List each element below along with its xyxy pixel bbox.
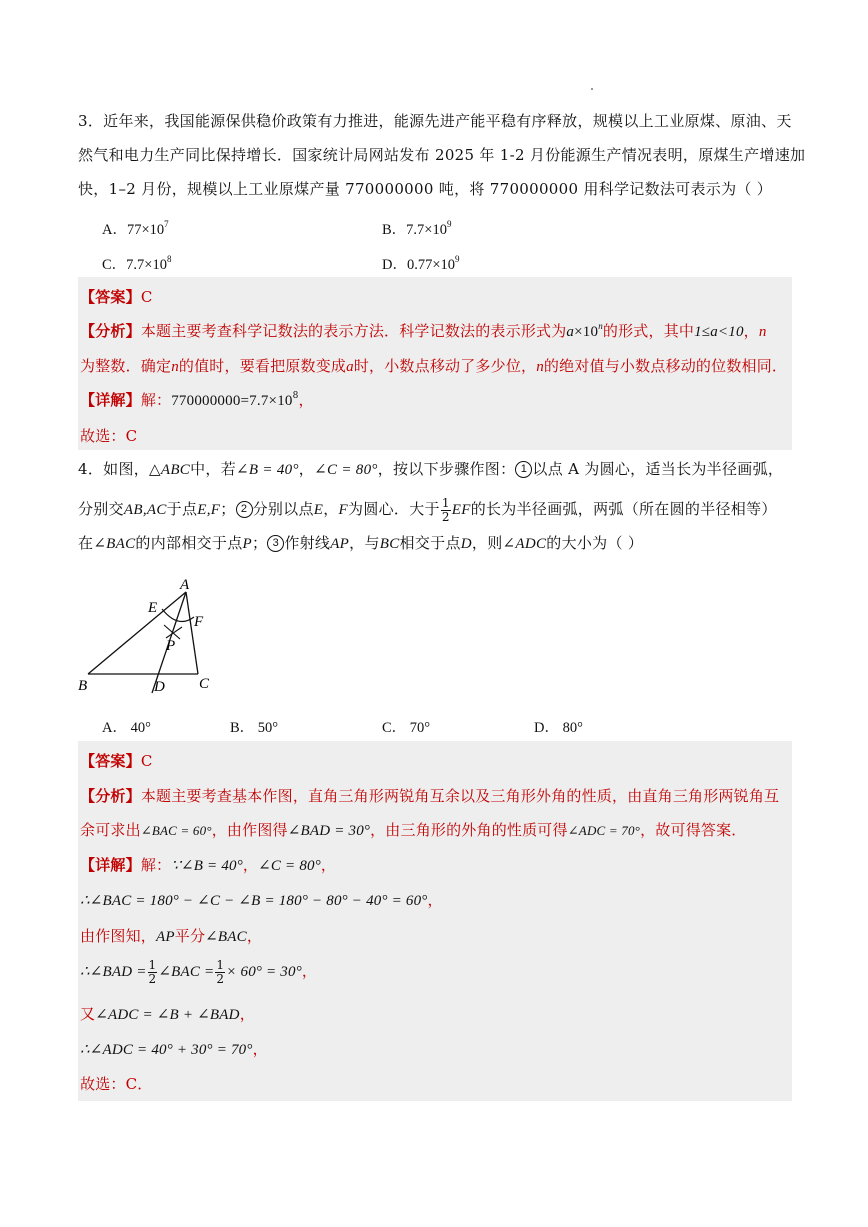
q3-line-3: 快，1–2 月份，规模以上工业原煤产量 770000000 吨，将 770000000 用科学记数法可表示为（ ）: [78, 180, 773, 198]
step-2-marker: 2: [236, 501, 253, 518]
q4-line-1: 4．如图，△ABC中，若∠B = 40°，∠C = 80°，按以下步骤作图： 1 以点 A 为圆心，适当长为半径画弧，: [78, 460, 784, 478]
q4-detail-line-4: ∴∠BAD = $\frac{1}{2}$ ∠BAC = $\frac{1}{2}$ × 60° = 30°，: [80, 957, 318, 986]
step-3-marker: 3: [267, 535, 284, 552]
q3-analysis-line-1: 【分析】本题主要考查科学记数法的表示方法．科学记数法的表示形式为$a\times 10^n$的形式，其中1≤a<10，n: [80, 321, 767, 340]
side-ab: [88, 592, 186, 674]
label-b: B: [78, 678, 88, 694]
q3-option-b: B．$7.7\times 10^9$: [382, 219, 452, 238]
triangle-construction-figure: [74, 575, 224, 697]
q4-analysis-line-2: 余可求出∠BAC = 60°，由作图得∠BAD = 30°，由三角形的外角的性质可得∠ADC = 70°，故可得答案．: [80, 821, 747, 839]
q4-answer-box: [78, 741, 792, 1101]
q3-answer-line: [80, 286, 153, 307]
label-c: C: [199, 676, 210, 692]
label-f: F: [194, 614, 204, 630]
q4-option-a: A． 40°: [102, 720, 151, 736]
q4-analysis-line-1: 【分析】本题主要考查基本作图，直角三角形两锐角互余以及三角形外角的性质，由直角三角形两锐角互: [80, 787, 780, 805]
question-3: [78, 104, 806, 206]
q4-detail-line-3: 由作图知，AP平分∠BAC，: [80, 927, 263, 945]
q3-choice-line: 故选：C: [80, 427, 138, 445]
q3-answer-box: [78, 277, 792, 450]
q4-detail-line-2: ∴∠BAC = 180° − ∠C − ∠B = 180° − 80° − 40° = 60°，: [80, 891, 443, 909]
q4-option-b: B． 50°: [230, 720, 279, 736]
q4-option-c: C． 70°: [382, 720, 431, 736]
q3-analysis-line-2: 为整数．确定n的值时，要看把原数变成a时，小数点移动了多少位，n的绝对值与小数点移动的位数相同．: [80, 357, 788, 375]
q4-line-3: 在∠BAC的内部相交于点P； 3 作射线AP，与BC相交于点D，则∠ADC的大小为（ ）: [78, 534, 644, 552]
q4-choice-line: 故选：C．: [80, 1075, 153, 1093]
q4-answer-line: 【答案】C: [80, 752, 153, 770]
q4-option-d: D． 80°: [534, 720, 583, 736]
label-d: D: [154, 679, 165, 695]
q3-option-d: D．$0.77\times 10^9$: [382, 254, 460, 273]
side-ac: [186, 592, 198, 674]
answer-tag: 【答案】: [80, 288, 141, 306]
q3-detail-line: 【详解】解：$770000000=7.7\times 10^8$，: [80, 391, 314, 409]
q3-option-a: A．$77\times 10^7$: [102, 219, 169, 238]
arc-p-1: [164, 625, 180, 639]
answer-value: C: [140, 288, 153, 306]
label-a: A: [180, 577, 190, 593]
q3-option-c: C．$7.7\times 10^8$: [102, 254, 172, 273]
q4-detail-line-1: 【详解】解：∵∠B = 40°，∠C = 80°，: [80, 856, 337, 874]
label-p: P: [166, 638, 176, 654]
q4-detail-line-5: 又∠ADC = ∠B + ∠BAD，: [80, 1005, 255, 1023]
q4-line-2: 分别交AB,AC于点E,F； 2 分别以点E，F为圆心．大于 $\frac{1}{2}$ EF的长为半径画弧，两弧（所在圆的半径相等）: [78, 495, 777, 524]
step-1-marker: 1: [515, 461, 532, 478]
q3-line-1: 3．近年来，我国能源保供稳价政策有力推进，能源先进产能平稳有序释放，规模以上工业原煤、原油、天: [78, 112, 792, 130]
fraction-half-2: $\frac{1}{2}$: [216, 957, 225, 986]
fraction-half-1: $\frac{1}{2}$: [148, 957, 157, 986]
fraction-one-half: $\frac{1}{2}$: [441, 495, 450, 524]
label-e: E: [148, 600, 158, 616]
question-4: [78, 452, 796, 560]
q4-detail-line-6: ∴∠ADC = 40° + 30° = 70°，: [80, 1040, 268, 1058]
stray-dot: [591, 88, 593, 90]
q3-line-2: 然气和电力生产同比保持增长．国家统计局网站发布 2025 年 1-2 月份能源生产情况表明，原煤生产增速加: [78, 146, 806, 164]
